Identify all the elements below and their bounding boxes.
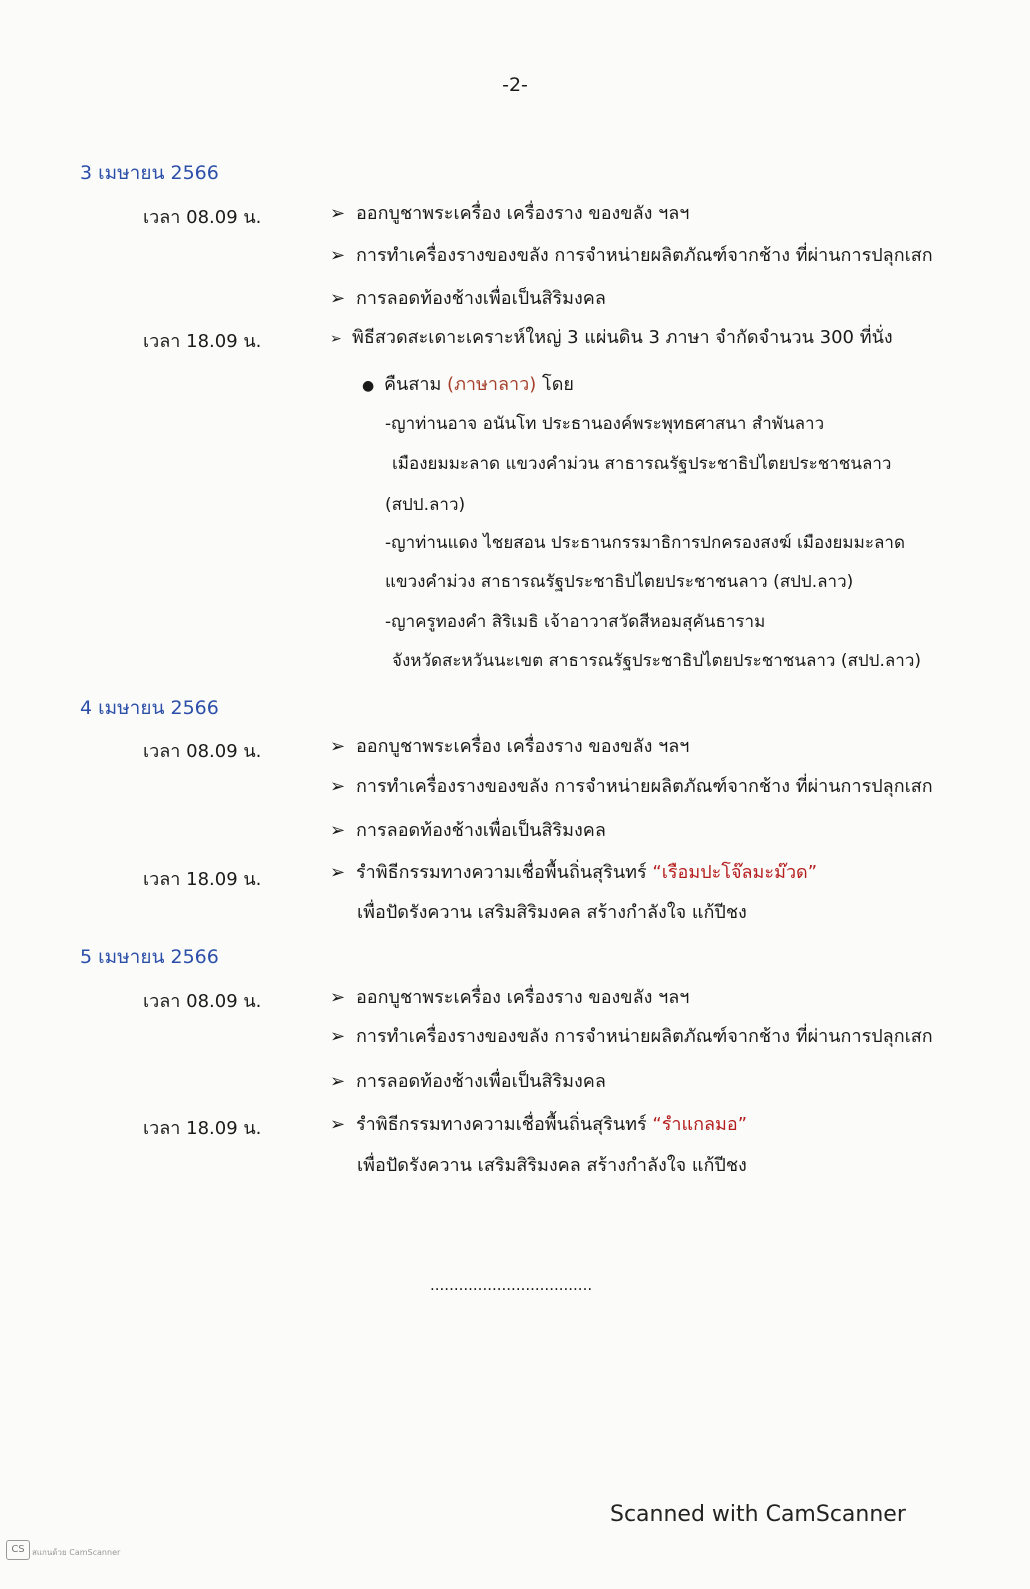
arrow-bullet-icon: ➢ [330,776,346,797]
detail-line: แขวงคำม่วง สาธารณรัฐประชาธิปไตยประชาชนลาว (สปป.ลาว) [385,572,854,592]
list-item: ➢ การทำเครื่องรางของขลัง การจำหน่ายผลิตภัณฑ์จากช้าง ที่ผ่านการปลุกเสก [330,776,933,797]
continuation-line: เพื่อปัดรังควาน เสริมสิริมงคล สร้างกำลังใจ แก้ปีชง [357,902,747,923]
list-item: ➢ ออกบูชาพระเครื่อง เครื่องราง ของขลัง ฯลฯ [330,987,690,1008]
list-item: ➢ ออกบูชาพระเครื่อง เครื่องราง ของขลัง ฯลฯ [330,203,690,224]
arrow-bullet-icon: ➢ [330,987,346,1008]
sub-bullet-item: ● คืนสาม (ภาษาลาว) โดย [362,374,574,395]
detail-line: เมืองยมมะลาด แขวงคำม่วน สาธารณรัฐประชาธิปไตยประชาชนลาว [392,454,892,474]
time-label: เวลา 18.09 น. [143,331,262,352]
end-dotted-line: .................................. [430,1276,593,1294]
arrow-bullet-icon: ➢ [330,1026,346,1047]
list-item: ➢ การลอดท้องช้างเพื่อเป็นสิริมงคล [330,1071,606,1092]
detail-line: -ญาครูทองคำ สิริเมธิ เจ้าอาวาสวัดสีหอมสุคันธาราม [385,612,766,632]
detail-line: -ญาท่านแดง ไชยสอน ประธานกรรมาธิการปกครองสงฆ์ เมืองยมมะลาด [385,533,905,553]
scanner-watermark: Scanned with CamScanner [610,1502,906,1527]
continuation-line: เพื่อปัดรังควาน เสริมสิริมงคล สร้างกำลังใจ แก้ปีชง [357,1155,747,1176]
time-label: เวลา 08.09 น. [143,207,262,228]
list-item: ➢ รำพิธีกรรมทางความเชื่อพื้นถิ่นสุรินทร์ “เรือมปะโจ๊ลมะม๊วด” [330,862,818,883]
list-item: ➢ รำพิธีกรรมทางความเชื่อพื้นถิ่นสุรินทร์ “รำแกลมอ” [330,1114,748,1135]
list-item: ➢ พิธีสวดสะเดาะเคราะห์ใหญ่ 3 แผ่นดิน 3 ภาษา จำกัดจำนวน 300 ที่นั่ง [330,327,893,348]
list-item: ➢ การลอดท้องช้างเพื่อเป็นสิริมงคล [330,288,606,309]
dot-bullet-icon: ● [362,378,375,394]
arrow-bullet-icon: ➢ [330,203,346,224]
detail-line: -ญาท่านอาจ อนันโท ประธานองค์พระพุทธศาสนา สำพันลาว [385,414,825,434]
time-label: เวลา 18.09 น. [143,1118,262,1139]
detail-line: (สปป.ลาว) [385,495,466,515]
date-heading-2: 4 เมษายน 2566 [80,697,219,719]
arrow-bullet-icon: ➢ [330,1114,346,1135]
arrow-bullet-icon: ➢ [330,1071,346,1092]
date-heading-1: 3 เมษายน 2566 [80,162,219,184]
time-label: เวลา 08.09 น. [143,991,262,1012]
arrow-bullet-icon: ➢ [330,331,342,347]
camscanner-small-text: สแกนด้วย CamScanner [32,1548,121,1557]
time-label: เวลา 08.09 น. [143,741,262,762]
camscanner-logo-icon: CS [6,1540,30,1560]
arrow-bullet-icon: ➢ [330,288,346,309]
detail-line: จังหวัดสะหวันนะเขต สาธารณรัฐประชาธิปไตยประชาชนลาว (สปป.ลาว) [392,651,922,671]
arrow-bullet-icon: ➢ [330,862,346,883]
arrow-bullet-icon: ➢ [330,736,346,757]
arrow-bullet-icon: ➢ [330,820,346,841]
date-heading-3: 5 เมษายน 2566 [80,946,219,968]
list-item: ➢ การทำเครื่องรางของขลัง การจำหน่ายผลิตภัณฑ์จากช้าง ที่ผ่านการปลุกเสก [330,1026,933,1047]
list-item: ➢ ออกบูชาพระเครื่อง เครื่องราง ของขลัง ฯลฯ [330,736,690,757]
page-number: -2- [502,74,528,96]
arrow-bullet-icon: ➢ [330,245,346,266]
list-item: ➢ การทำเครื่องรางของขลัง การจำหน่ายผลิตภัณฑ์จากช้าง ที่ผ่านการปลุกเสก [330,245,933,266]
time-label: เวลา 18.09 น. [143,869,262,890]
list-item: ➢ การลอดท้องช้างเพื่อเป็นสิริมงคล [330,820,606,841]
